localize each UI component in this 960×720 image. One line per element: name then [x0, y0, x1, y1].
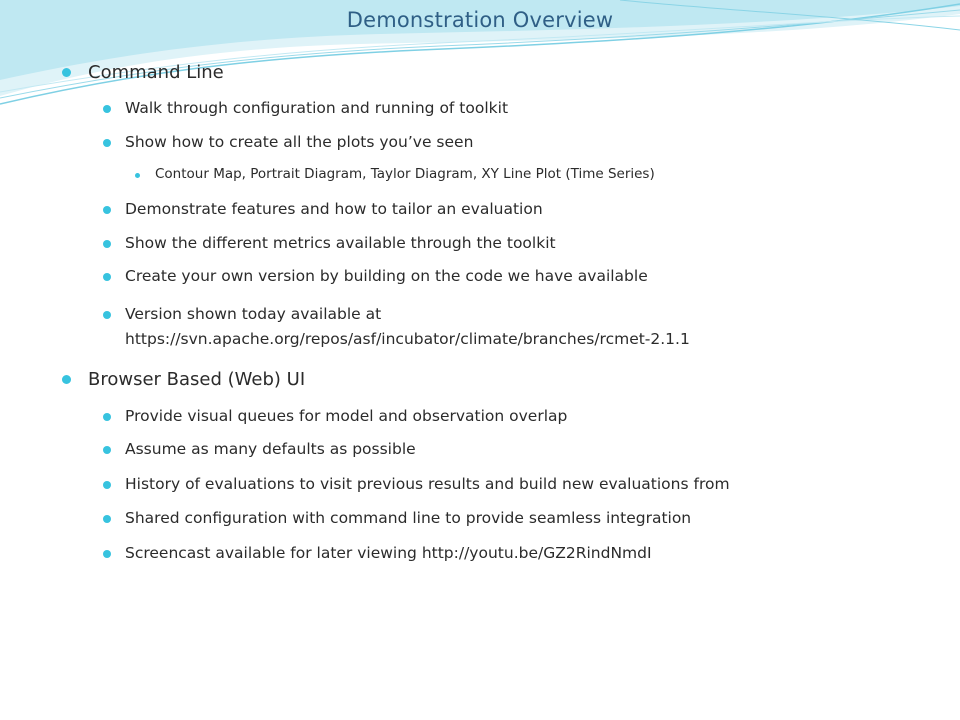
list-item: [125, 234, 556, 252]
slide-title: Demonstration Overview: [346, 8, 614, 32]
list-item-text: Version shown today available at: [125, 305, 382, 323]
list-item-version: [125, 302, 690, 352]
list-item: [125, 475, 730, 493]
bullet-icon: [103, 240, 111, 248]
bullet-icon: [135, 173, 140, 178]
list-item: [125, 509, 691, 527]
section-heading-web-ui: [88, 369, 305, 390]
bullet-icon: [62, 68, 71, 77]
sub-list-item-text: Contour Map, Portrait Diagram, Taylor Diagram, XY Line Plot (Time Series): [155, 166, 655, 182]
list-item-text: Demonstrate features and how to tailor an evaluation: [125, 200, 543, 218]
svn-url-link[interactable]: https://svn.apache.org/repos/asf/incubator/climate/branches/rcmet-2.1.1: [125, 330, 690, 348]
list-item-text: History of evaluations to visit previous results and build new evaluations from: [125, 475, 730, 493]
section-heading-text: Command Line: [88, 62, 224, 83]
list-item-screencast: [125, 544, 652, 562]
bullet-icon: [103, 481, 111, 489]
bullet-icon: [103, 273, 111, 281]
bullet-icon: [103, 105, 111, 113]
bullet-icon: [103, 515, 111, 523]
list-item-text: Shared configuration with command line to provide seamless integration: [125, 509, 692, 527]
bullet-icon: [103, 139, 111, 147]
list-item-text: Assume as many defaults as possible: [125, 440, 416, 458]
section-heading-text: Browser Based (Web) UI: [88, 369, 306, 390]
list-item: [125, 407, 567, 425]
list-item: [125, 200, 543, 218]
sub-list-item: [155, 166, 655, 182]
list-item-text: Create your own version by building on the code we have available: [125, 267, 648, 285]
bullet-icon: [103, 550, 111, 558]
bullet-icon: [103, 446, 111, 454]
list-item: [125, 99, 508, 117]
list-item: [125, 133, 473, 151]
list-item: [125, 440, 416, 458]
bullet-icon: [103, 206, 111, 214]
list-item-text: Show the different metrics available through the toolkit: [125, 234, 556, 252]
list-item-text: Show how to create all the plots you’ve seen: [125, 133, 474, 151]
list-item-text: Provide visual queues for model and observation overlap: [125, 407, 568, 425]
bullet-icon: [103, 413, 111, 421]
list-item-text: Screencast available for later viewing http://youtu.be/GZ2RindNmdI: [125, 544, 652, 562]
list-item-text: Walk through configuration and running of toolkit: [125, 99, 509, 117]
bullet-icon: [62, 375, 71, 384]
list-item: [125, 267, 648, 285]
bullet-icon: [103, 311, 111, 319]
section-heading-command-line: [88, 62, 224, 83]
